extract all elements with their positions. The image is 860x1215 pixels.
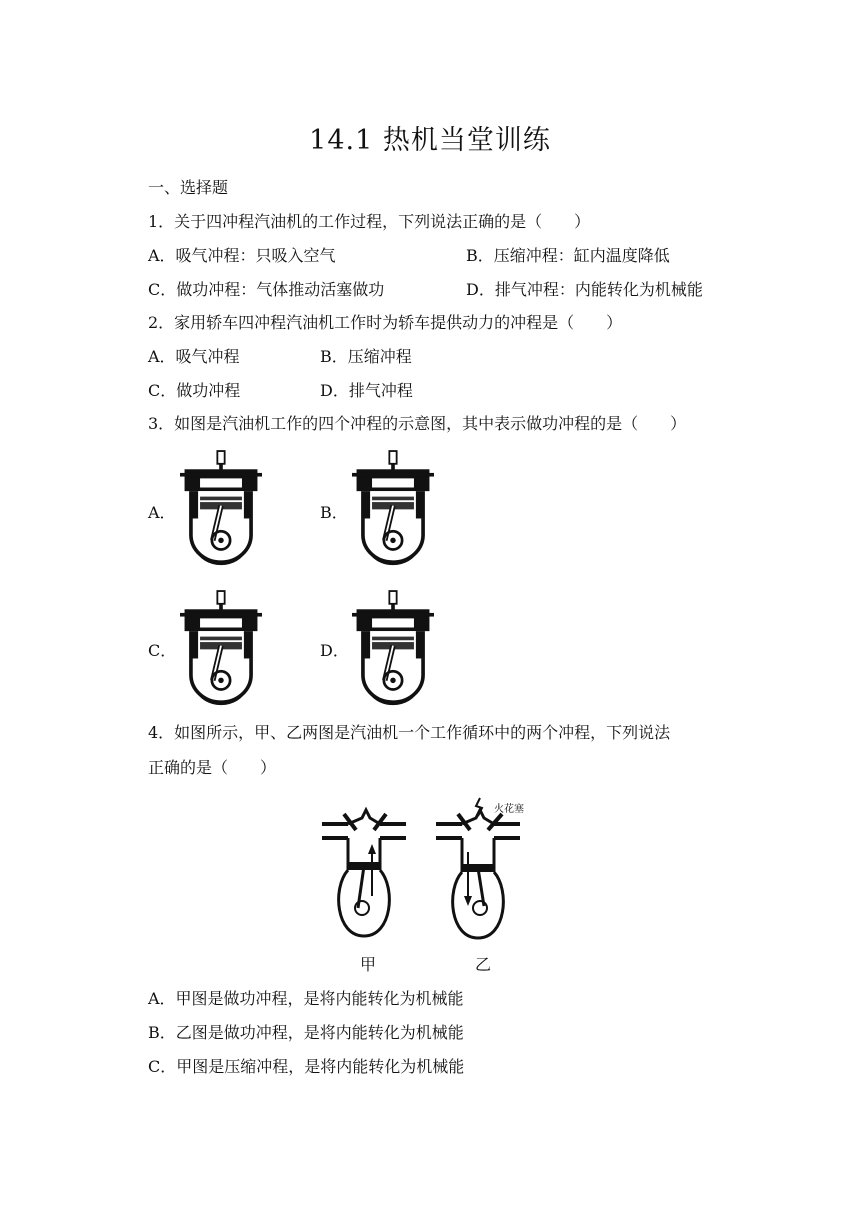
q4-figure-caption-jia: 甲 [360, 955, 377, 974]
q3-engine-figure-d [352, 588, 434, 708]
q1-option-c: C．做功冲程：气体推动活塞做功 [148, 280, 385, 299]
q2-option-a: A．吸气冲程 [148, 347, 240, 366]
question-4-stem-line-1: 4．如图所示，甲、乙两图是汽油机一个工作循环中的两个冲程，下列说法 [148, 723, 671, 742]
q3-engine-figure-a [180, 448, 262, 568]
q4-option-a: A．甲图是做功冲程，是将内能转化为机械能 [148, 989, 464, 1008]
page-title: 14.1 热机当堂训练 [309, 125, 551, 156]
section-heading: 一、选择题 [148, 178, 229, 197]
q3-figure-label-c: C． [148, 641, 177, 660]
q2-option-b: B．压缩冲程 [320, 347, 412, 366]
q1-option-b: B．压缩冲程：缸内温度降低 [466, 246, 670, 265]
q4-option-b: B．乙图是做功冲程，是将内能转化为机械能 [148, 1023, 464, 1042]
q3-figure-label-b: B． [320, 503, 348, 522]
question-2-stem: 2．家用轿车四冲程汽油机工作时为轿车提供动力的冲程是（ ） [148, 313, 623, 332]
q1-option-a: A．吸气冲程：只吸入空气 [148, 246, 336, 265]
question-1-stem: 1．关于四冲程汽油机的工作过程，下列说法正确的是（ ） [148, 212, 591, 231]
q4-engine-figure-jia [318, 808, 418, 948]
q4-spark-plug-label: 火花塞 [494, 804, 524, 815]
q4-option-c: C．甲图是压缩冲程，是将内能转化为机械能 [148, 1057, 465, 1076]
q3-engine-figure-b [352, 448, 434, 568]
q4-figure-caption-yi: 乙 [475, 955, 492, 974]
q2-option-c: C．做功冲程 [148, 381, 241, 400]
q1-option-d: D．排气冲程：内能转化为机械能 [466, 280, 703, 299]
q2-option-d: D．排气冲程 [320, 381, 413, 400]
q3-figure-label-d: D． [320, 641, 349, 660]
q3-figure-label-a: A． [148, 503, 176, 522]
question-4-stem-line-2: 正确的是（ ） [148, 758, 277, 777]
q3-engine-figure-c [180, 588, 262, 708]
question-3-stem: 3．如图是汽油机工作的四个冲程的示意图，其中表示做功冲程的是（ ） [148, 414, 687, 433]
q4-engine-figure-yi [432, 796, 532, 948]
